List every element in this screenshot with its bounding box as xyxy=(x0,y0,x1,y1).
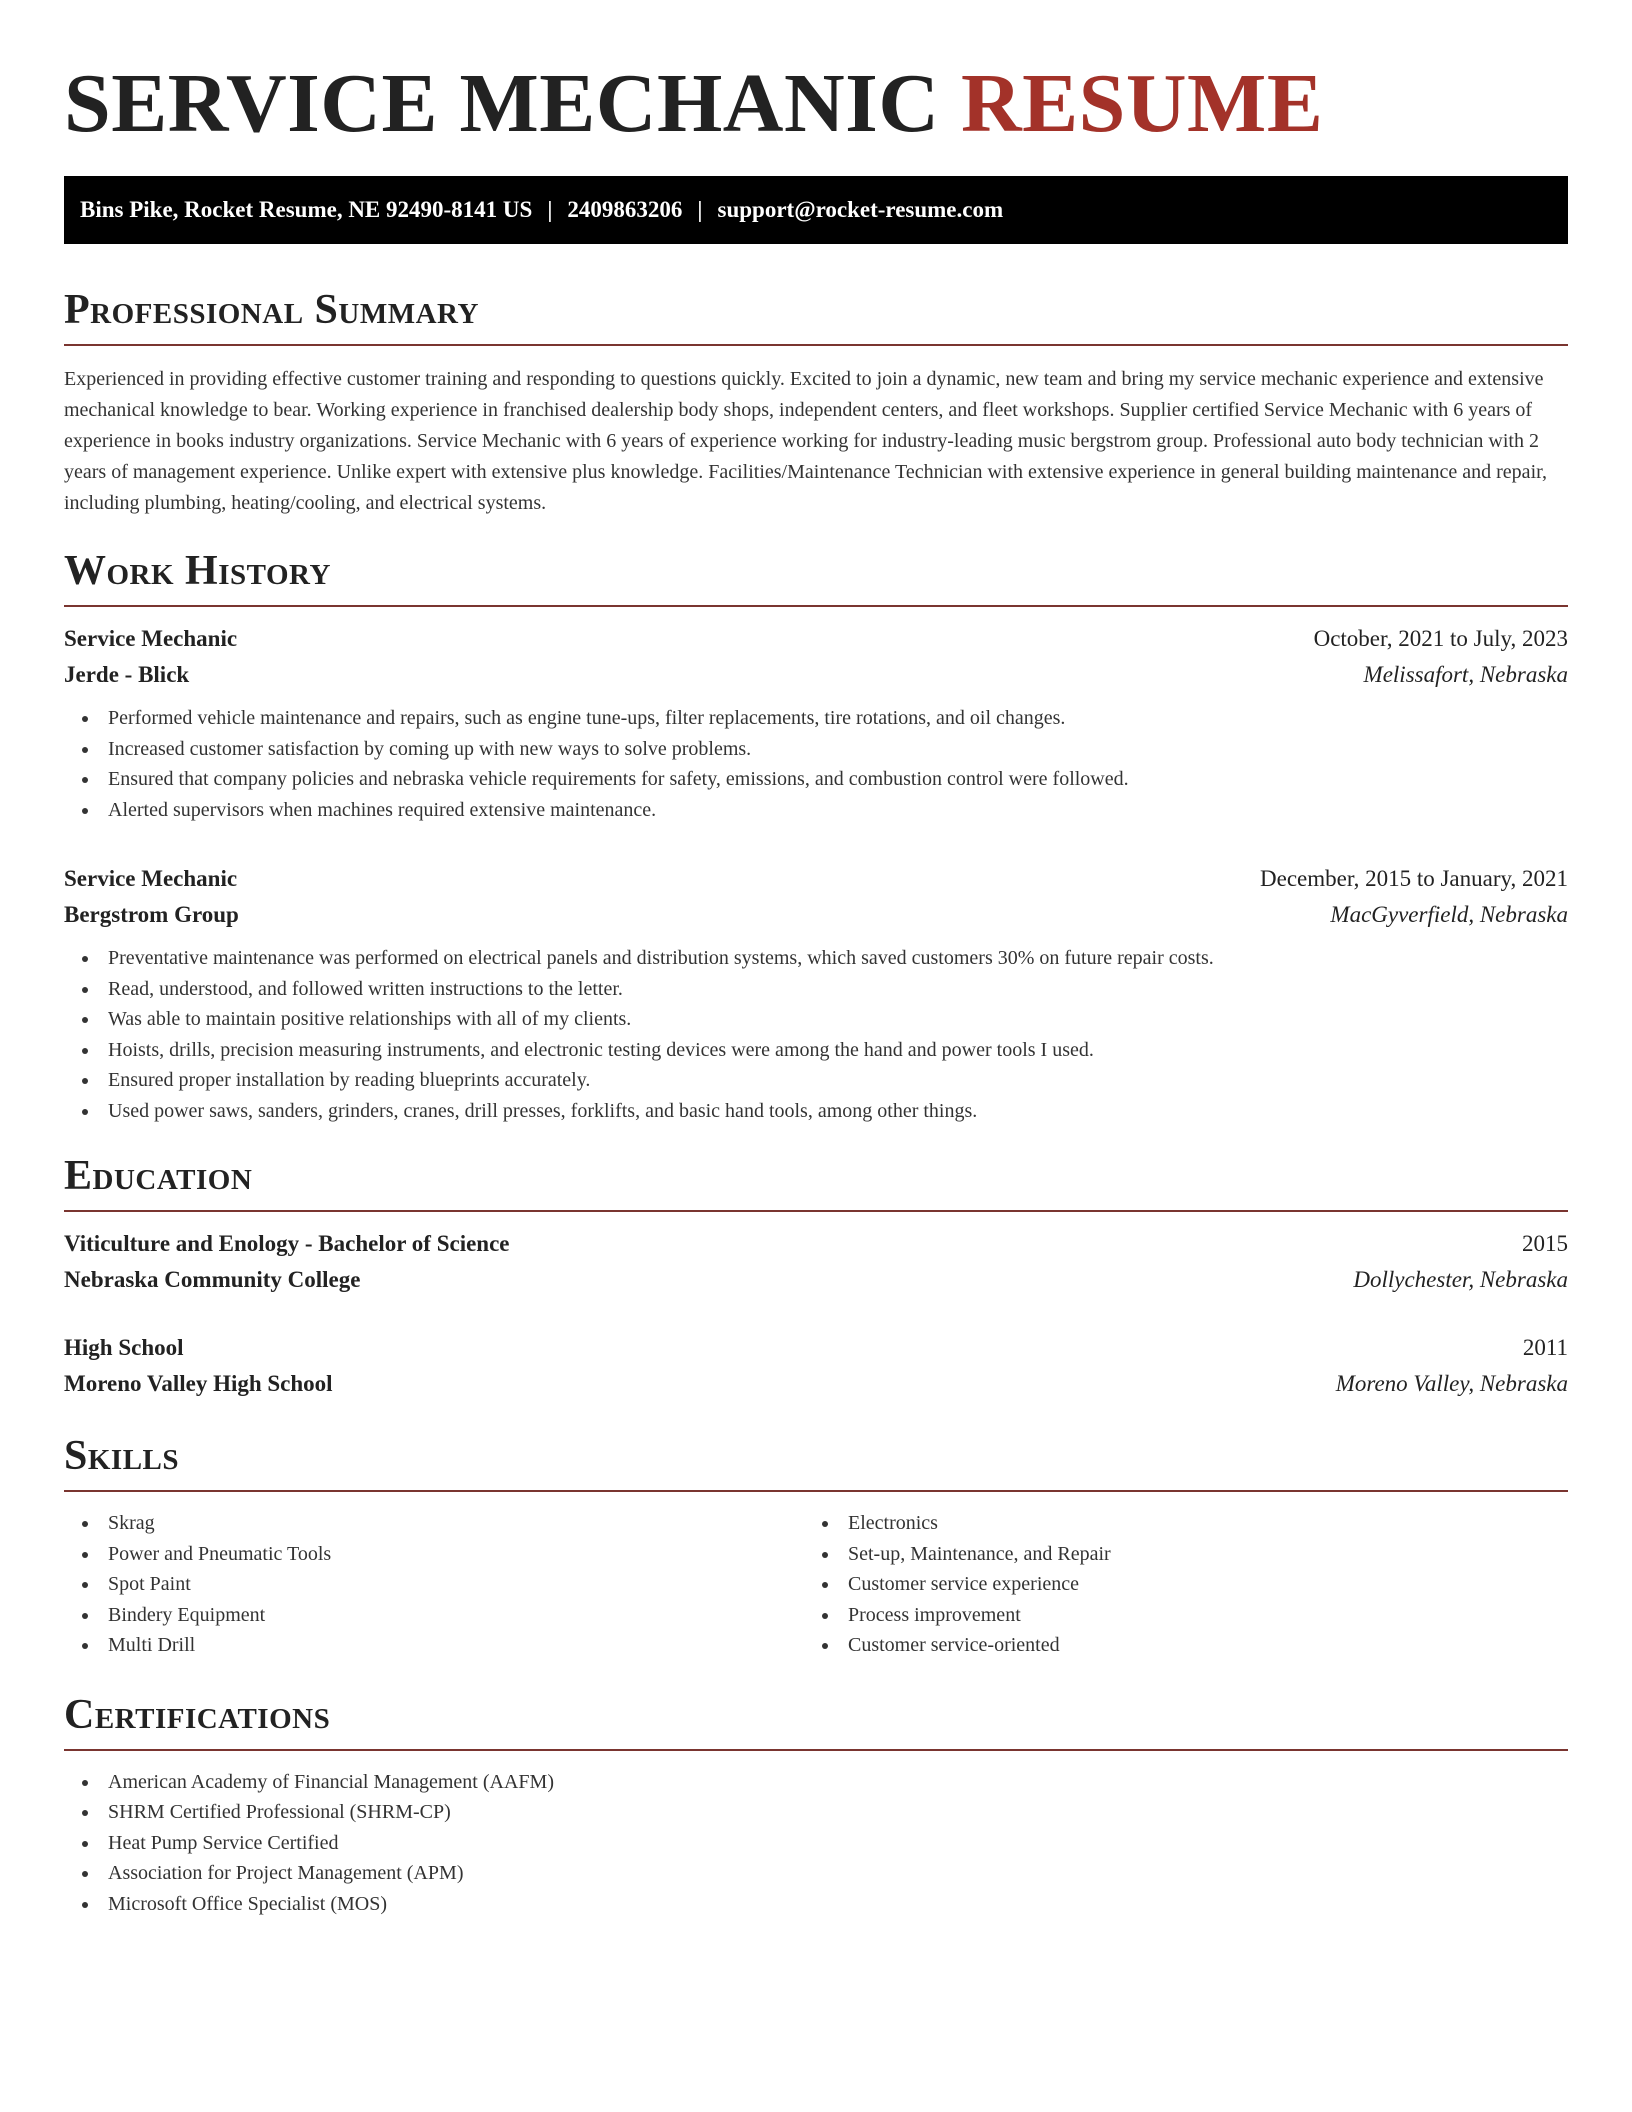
list-item: Multi Drill xyxy=(64,1630,804,1661)
section-title-summary: Professional Summary xyxy=(64,287,479,333)
job-dates: October, 2021 to July, 2023 xyxy=(1313,626,1568,651)
skills-column-right xyxy=(804,1508,1544,1661)
job-title: Service Mechanic xyxy=(64,866,238,891)
education-degree: Viticulture and Enology - Bachelor of Science xyxy=(64,1231,510,1256)
job-bullets xyxy=(64,943,1568,1126)
section-title-skills: Skills xyxy=(64,1433,180,1479)
title-main: SERVICE MECHANIC xyxy=(64,57,940,150)
skills-list-right xyxy=(804,1508,1544,1661)
list-item: Increased customer satisfaction by coming up with new ways to solve problems. xyxy=(64,734,1568,765)
job-header-row xyxy=(64,861,1568,897)
list-item: Ensured that company policies and nebraska vehicle requirements for safety, emissions, and combustion control were followed. xyxy=(64,764,1568,795)
list-item: Customer service experience xyxy=(804,1569,1544,1600)
skills-column-left xyxy=(64,1508,804,1661)
education-year: 2015 xyxy=(1522,1231,1568,1256)
job-location: Melissafort, Nebraska xyxy=(1363,662,1568,687)
skills-grid xyxy=(64,1508,1568,1661)
job-bullets xyxy=(64,703,1568,825)
job-entry xyxy=(64,861,1568,1126)
list-item: Electronics xyxy=(804,1508,1544,1539)
list-item: Hoists, drills, precision measuring instruments, and electronic testing devices were among the hand and power tools I used. xyxy=(64,1035,1568,1066)
resume-page xyxy=(64,0,1568,1919)
job-company-row xyxy=(64,657,1568,693)
section-divider xyxy=(64,605,1568,607)
contact-separator: | xyxy=(547,197,553,222)
list-item: American Academy of Financial Management (AAFM) xyxy=(64,1767,1568,1798)
section-divider xyxy=(64,1210,1568,1212)
job-title: Service Mechanic xyxy=(64,626,238,651)
list-item: Microsoft Office Specialist (MOS) xyxy=(64,1889,1568,1920)
education-school-row xyxy=(64,1366,1568,1402)
list-item: Process improvement xyxy=(804,1600,1544,1631)
job-dates: December, 2015 to January, 2021 xyxy=(1260,866,1568,891)
education-location: Moreno Valley, Nebraska xyxy=(1335,1371,1568,1396)
section-divider xyxy=(64,344,1568,346)
list-item: Power and Pneumatic Tools xyxy=(64,1539,804,1570)
education-entry xyxy=(64,1330,1568,1402)
skills-section xyxy=(64,1430,1568,1661)
education-degree: High School xyxy=(64,1335,184,1360)
contact-bar xyxy=(64,176,1568,244)
list-item: Customer service-oriented xyxy=(804,1630,1544,1661)
job-location: MacGyverfield, Nebraska xyxy=(1330,902,1568,927)
list-item: Read, understood, and followed written instructions to the letter. xyxy=(64,974,1568,1005)
education-school: Moreno Valley High School xyxy=(64,1371,333,1396)
list-item: SHRM Certified Professional (SHRM-CP) xyxy=(64,1797,1568,1828)
list-item: Used power saws, sanders, grinders, cranes, drill presses, forklifts, and basic hand tools, among other things. xyxy=(64,1096,1568,1127)
education-entry xyxy=(64,1226,1568,1298)
job-company-row xyxy=(64,897,1568,933)
skills-list-left xyxy=(64,1508,804,1661)
job-company: Jerde - Blick xyxy=(64,662,190,687)
work-section xyxy=(64,545,1568,1126)
job-entry xyxy=(64,621,1568,825)
education-degree-row xyxy=(64,1226,1568,1262)
education-year: 2011 xyxy=(1522,1335,1568,1360)
job-company: Bergstrom Group xyxy=(64,902,239,927)
education-location: Dollychester, Nebraska xyxy=(1353,1267,1568,1292)
contact-email[interactable]: support@rocket-resume.com xyxy=(717,197,1004,222)
section-divider xyxy=(64,1490,1568,1492)
list-item: Performed vehicle maintenance and repairs, such as engine tune-ups, filter replacements, tire rotations, and oil changes. xyxy=(64,703,1568,734)
summary-section xyxy=(64,284,1568,519)
education-school: Nebraska Community College xyxy=(64,1267,361,1292)
list-item: Preventative maintenance was performed on electrical panels and distribution systems, which saved customers 30% on future repair costs. xyxy=(64,943,1568,974)
contact-address: Bins Pike, Rocket Resume, NE 92490-8141 US xyxy=(80,197,533,222)
list-item: Set-up, Maintenance, and Repair xyxy=(804,1539,1544,1570)
education-degree-row xyxy=(64,1330,1568,1366)
education-section xyxy=(64,1150,1568,1402)
list-item: Skrag xyxy=(64,1508,804,1539)
section-title-certifications: Certifications xyxy=(64,1691,331,1738)
certifications-list xyxy=(64,1767,1568,1920)
section-title-work: Work History xyxy=(64,548,331,594)
certifications-section xyxy=(64,1689,1568,1920)
list-item: Spot Paint xyxy=(64,1569,804,1600)
list-item: Bindery Equipment xyxy=(64,1600,804,1631)
title-accent: RESUME xyxy=(960,57,1324,150)
section-title-education: Education xyxy=(64,1153,253,1199)
contact-separator: | xyxy=(697,197,703,222)
job-header-row xyxy=(64,621,1568,657)
list-item: Was able to maintain positive relationships with all of my clients. xyxy=(64,1004,1568,1035)
list-item: Association for Project Management (APM) xyxy=(64,1858,1568,1889)
list-item: Ensured proper installation by reading blueprints accurately. xyxy=(64,1065,1568,1096)
list-item: Alerted supervisors when machines required extensive maintenance. xyxy=(64,795,1568,826)
section-divider xyxy=(64,1749,1568,1751)
contact-phone: 2409863206 xyxy=(567,197,683,222)
list-item: Heat Pump Service Certified xyxy=(64,1828,1568,1859)
education-school-row xyxy=(64,1262,1568,1298)
summary-text: Experienced in providing effective customer training and responding to questions quickly. Excited to join a dynamic, new team and bring my service mechanic experience and extensive mechanical knowledge to bear. Working experience in franchised dealership body shops, independent centers, and fleet workshops. Supplier certified Service Mechanic with 6 years of experience in books industry organizations. Service Mechanic with 6 years of experience working for industry-leading music bergstrom group. Professional auto body technician with 2 years of management experience. Unlike expert with extensive plus knowledge. Facilities/Maintenance Technician with extensive experience in general building maintenance and repair, including plumbing, heating/cooling, and electrical systems. xyxy=(64,368,1547,514)
resume-title xyxy=(64,56,1568,152)
